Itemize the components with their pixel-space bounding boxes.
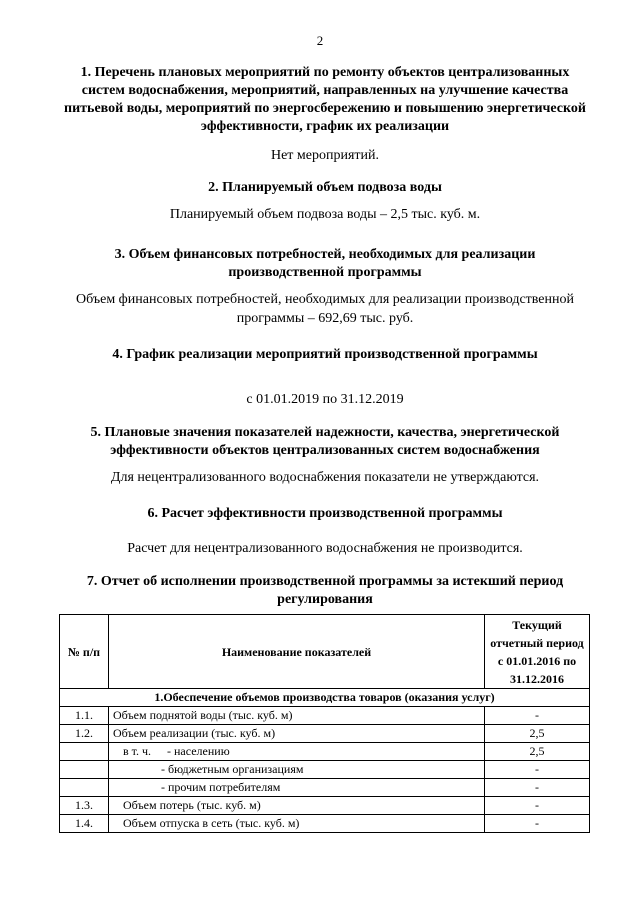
section-2-text: Планируемый объем подвоза воды – 2,5 тыс. куб. м. [169,207,481,222]
table-row [60,761,590,779]
section-4-text: с 01.01.2019 по 31.12.2019 [246,392,404,407]
row-name: Объем отпуска в сеть (тыс. куб. м) [109,815,485,833]
section-4-title: 4. График реализации мероприятий производственной программы [112,347,538,362]
section-2-title: 2. Планируемый объем подвоза воды [208,180,442,195]
section-7-title: 7. Отчет об исполнении производственной программы за истекший период регулирования [86,574,564,607]
row-num: 1.3. [60,797,109,815]
row-num [60,743,109,761]
row-value: - [485,797,590,815]
table-row [60,725,590,743]
row-name: - населению [167,744,230,758]
table-row [60,779,590,797]
table-header-row [60,615,590,689]
section-5-text: Для нецентрализованного водоснабжения показатели не утверждаются. [110,470,540,485]
section-6-text: Расчет для нецентрализованного водоснабжения не производится. [127,541,523,556]
row-name: - бюджетным организациям [109,761,485,779]
section-3-title: 3. Объем финансовых потребностей, необходимых для реализации производственной программы [114,247,536,280]
section-1-text: Нет мероприятий. [270,148,380,163]
row-num: 1.1. [60,707,109,725]
row-num [60,779,109,797]
table-row [60,707,590,725]
table-group-row [60,689,590,707]
table-row [60,797,590,815]
row-num [60,761,109,779]
section-5-title: 5. Плановые значения показателей надежности, качества, энергетической эффективности объектов централизованных систем водоснабжения [90,425,560,458]
row-value: - [485,707,590,725]
row-value: - [485,815,590,833]
row-num: 1.4. [60,815,109,833]
row-name: Объем поднятой воды (тыс. куб. м) [109,707,485,725]
section-1-title: 1. Перечень плановых мероприятий по ремонту объектов централизованных систем водоснабжения, мероприятий, направленных на улучшение качества питьевой воды, мероприятий по энергосбережению и повышению энергетической эффективности, график их реализации [64,65,586,134]
row-value: 2,5 [485,743,590,761]
row-name-cell [109,743,485,761]
group-title: 1.Обеспечение объемов производства товаров (оказания услуг) [60,689,590,707]
report-table [59,614,590,833]
row-value: 2,5 [485,725,590,743]
header-num: № п/п [60,615,109,689]
row-value: - [485,761,590,779]
table-row [60,815,590,833]
row-name: Объем реализации (тыс. куб. м) [109,725,485,743]
header-value: Текущий отчетный период с 01.01.2016 по 31.12.2016 [485,615,590,689]
page-number: 2 [316,33,324,48]
table-row [60,743,590,761]
row-name: - прочим потребителям [109,779,485,797]
row-num: 1.2. [60,725,109,743]
section-6-title: 6. Расчет эффективности производственной программы [147,506,503,521]
row-prefix: в т. ч. [123,744,152,758]
row-value: - [485,779,590,797]
row-name: Объем потерь (тыс. куб. м) [109,797,485,815]
section-3-text: Объем финансовых потребностей, необходимых для реализации производственной программы – 692,69 тыс. руб. [75,292,574,326]
header-name: Наименование показателей [109,615,485,689]
